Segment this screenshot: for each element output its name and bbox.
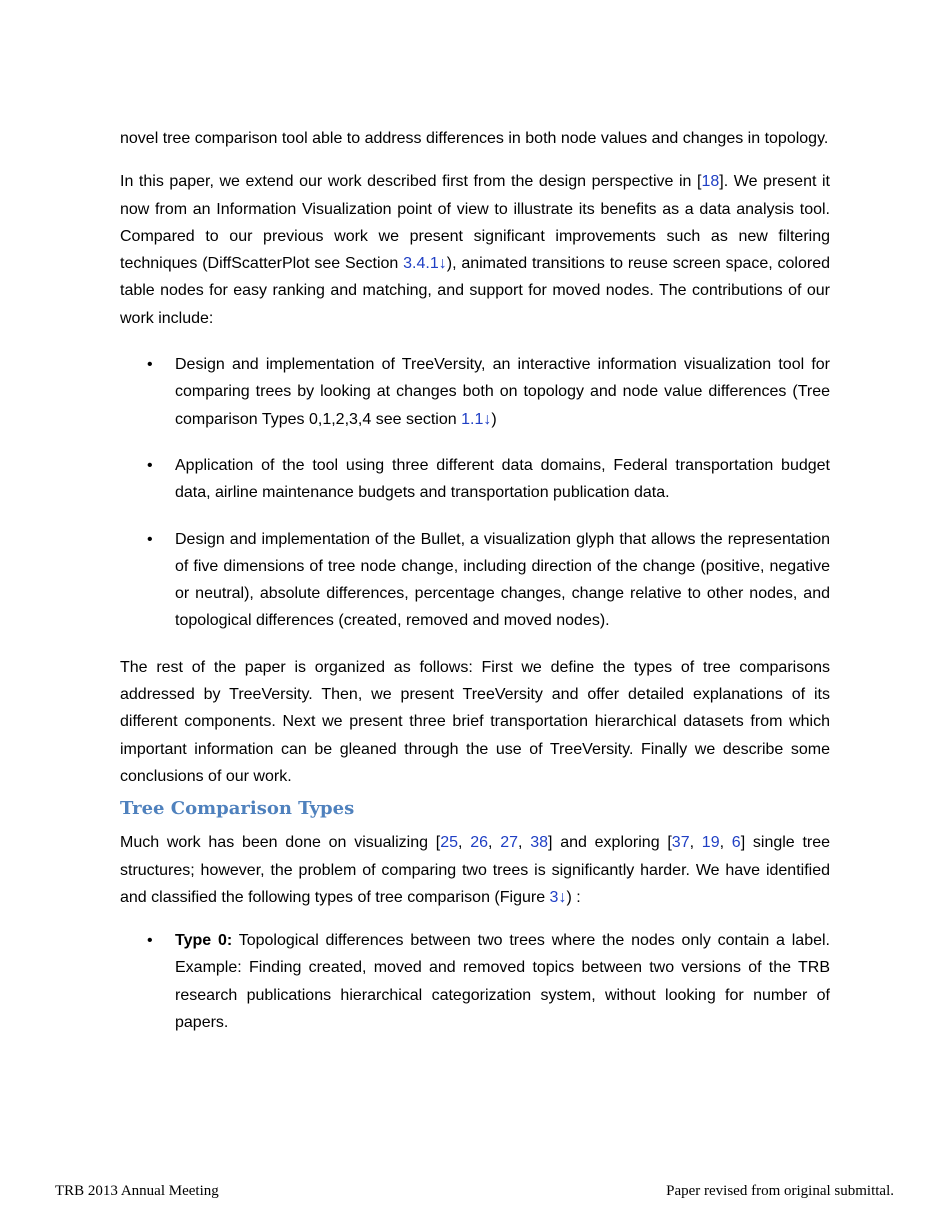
citation-link-6[interactable]: 6 [731,834,741,852]
type-label: Type 0: [175,932,233,950]
figure-link-3[interactable]: 3↓ [549,888,567,906]
footer-revision-note: Paper revised from original submittal. [666,1183,894,1199]
separator: , [719,834,732,852]
list-item-text: Design and implementation of TreeVersity, an interactive information visualization tool for comparing trees by looking at changes both on topology and node value differences (Tree comparison Types 0,1,2,3,4 see section [175,356,830,428]
paragraph-text: novel tree comparison tool able to address differences in both node values and changes in topology. [120,130,829,147]
paragraph-text: Much work has been done on visualizing [ [120,834,441,852]
citation-link-26[interactable]: 26 [470,834,489,852]
paragraph-organization [120,654,830,790]
separator: , [689,834,702,852]
list-item [120,927,830,1036]
bullet-icon: • [147,456,153,474]
paragraph-text: ) : [566,888,581,906]
citation-link-18[interactable]: 18 [701,173,720,191]
paragraph-text: ] single tree structures; however, the problem of comparing two trees is significantly harder. We have identified and classified the following types of tree comparison (Figure [120,834,831,906]
paragraph-text: ] and exploring [ [548,834,672,852]
paragraph-intro-continuation [120,125,830,152]
list-item-text: Application of the tool using three different data domains, Federal transportation budget data, airline maintenance budgets and transportation publication data. [175,456,830,502]
separator: , [488,834,501,852]
paragraph-text: ), animated transitions to reuse screen space, colored table nodes for easy ranking and matching, and support for moved nodes. The contributions of our work include: [120,255,830,327]
page-body [120,125,830,1036]
list-item-text: Design and implementation of the Bullet, a visualization glyph that allows the representation of five dimensions of tree node change, including direction of the change (positive, negative or neutral), absolute differences, percentage changes, change relative to other nodes, and topological differences (created, removed and moved nodes). [175,530,830,630]
list-item [120,526,830,635]
list-item-text: ) [491,410,497,428]
paragraph-related-work [120,829,830,911]
list-item [120,452,830,507]
section-link-1-1[interactable]: 1.1↓ [461,410,492,428]
list-item-text: Topological differences between two trees where the nodes only contain a label. Example: Finding created, moved and removed topics between two versions of the TRB research publications hierarchical categorization system, without looking for number of papers. [175,932,830,1032]
paragraph-text: In this paper, we extend our work described first from the design perspective in [ [120,173,702,191]
bullet-icon: • [147,932,153,950]
list-item [120,351,830,433]
paragraph-extension [120,168,830,332]
bullet-icon: • [147,356,153,374]
contributions-list [120,351,830,635]
bullet-icon: • [147,530,153,548]
paragraph-text: ]. We present it now from an Information Visualization point of view to illustrate its benefits as a data analysis tool. Compared to our previous work we present significant improvements such as new filtering techniques (DiffScatterPlot see Section [120,173,830,273]
footer-conference: TRB 2013 Annual Meeting [55,1183,219,1199]
paragraph-text: The rest of the paper is organized as follows: First we define the types of tree comparisons addressed by TreeVersity. Then, we present TreeVersity and offer detailed explanations of its different components. Next we present three brief transportation hierarchical datasets from which important information can be gleaned through the use of TreeVersity. Finally we describe some conclusions of our work. [120,658,830,785]
comparison-types-list [120,927,830,1036]
citation-link-37[interactable]: 37 [671,834,690,852]
citation-link-25[interactable]: 25 [440,834,459,852]
separator: , [458,834,471,852]
citation-link-19[interactable]: 19 [701,834,720,852]
section-link-3-4-1[interactable]: 3.4.1↓ [403,255,447,273]
citation-link-38[interactable]: 38 [530,834,549,852]
separator: , [518,834,531,852]
section-heading: Tree Comparison Types [120,798,355,820]
citation-link-27[interactable]: 27 [500,834,519,852]
